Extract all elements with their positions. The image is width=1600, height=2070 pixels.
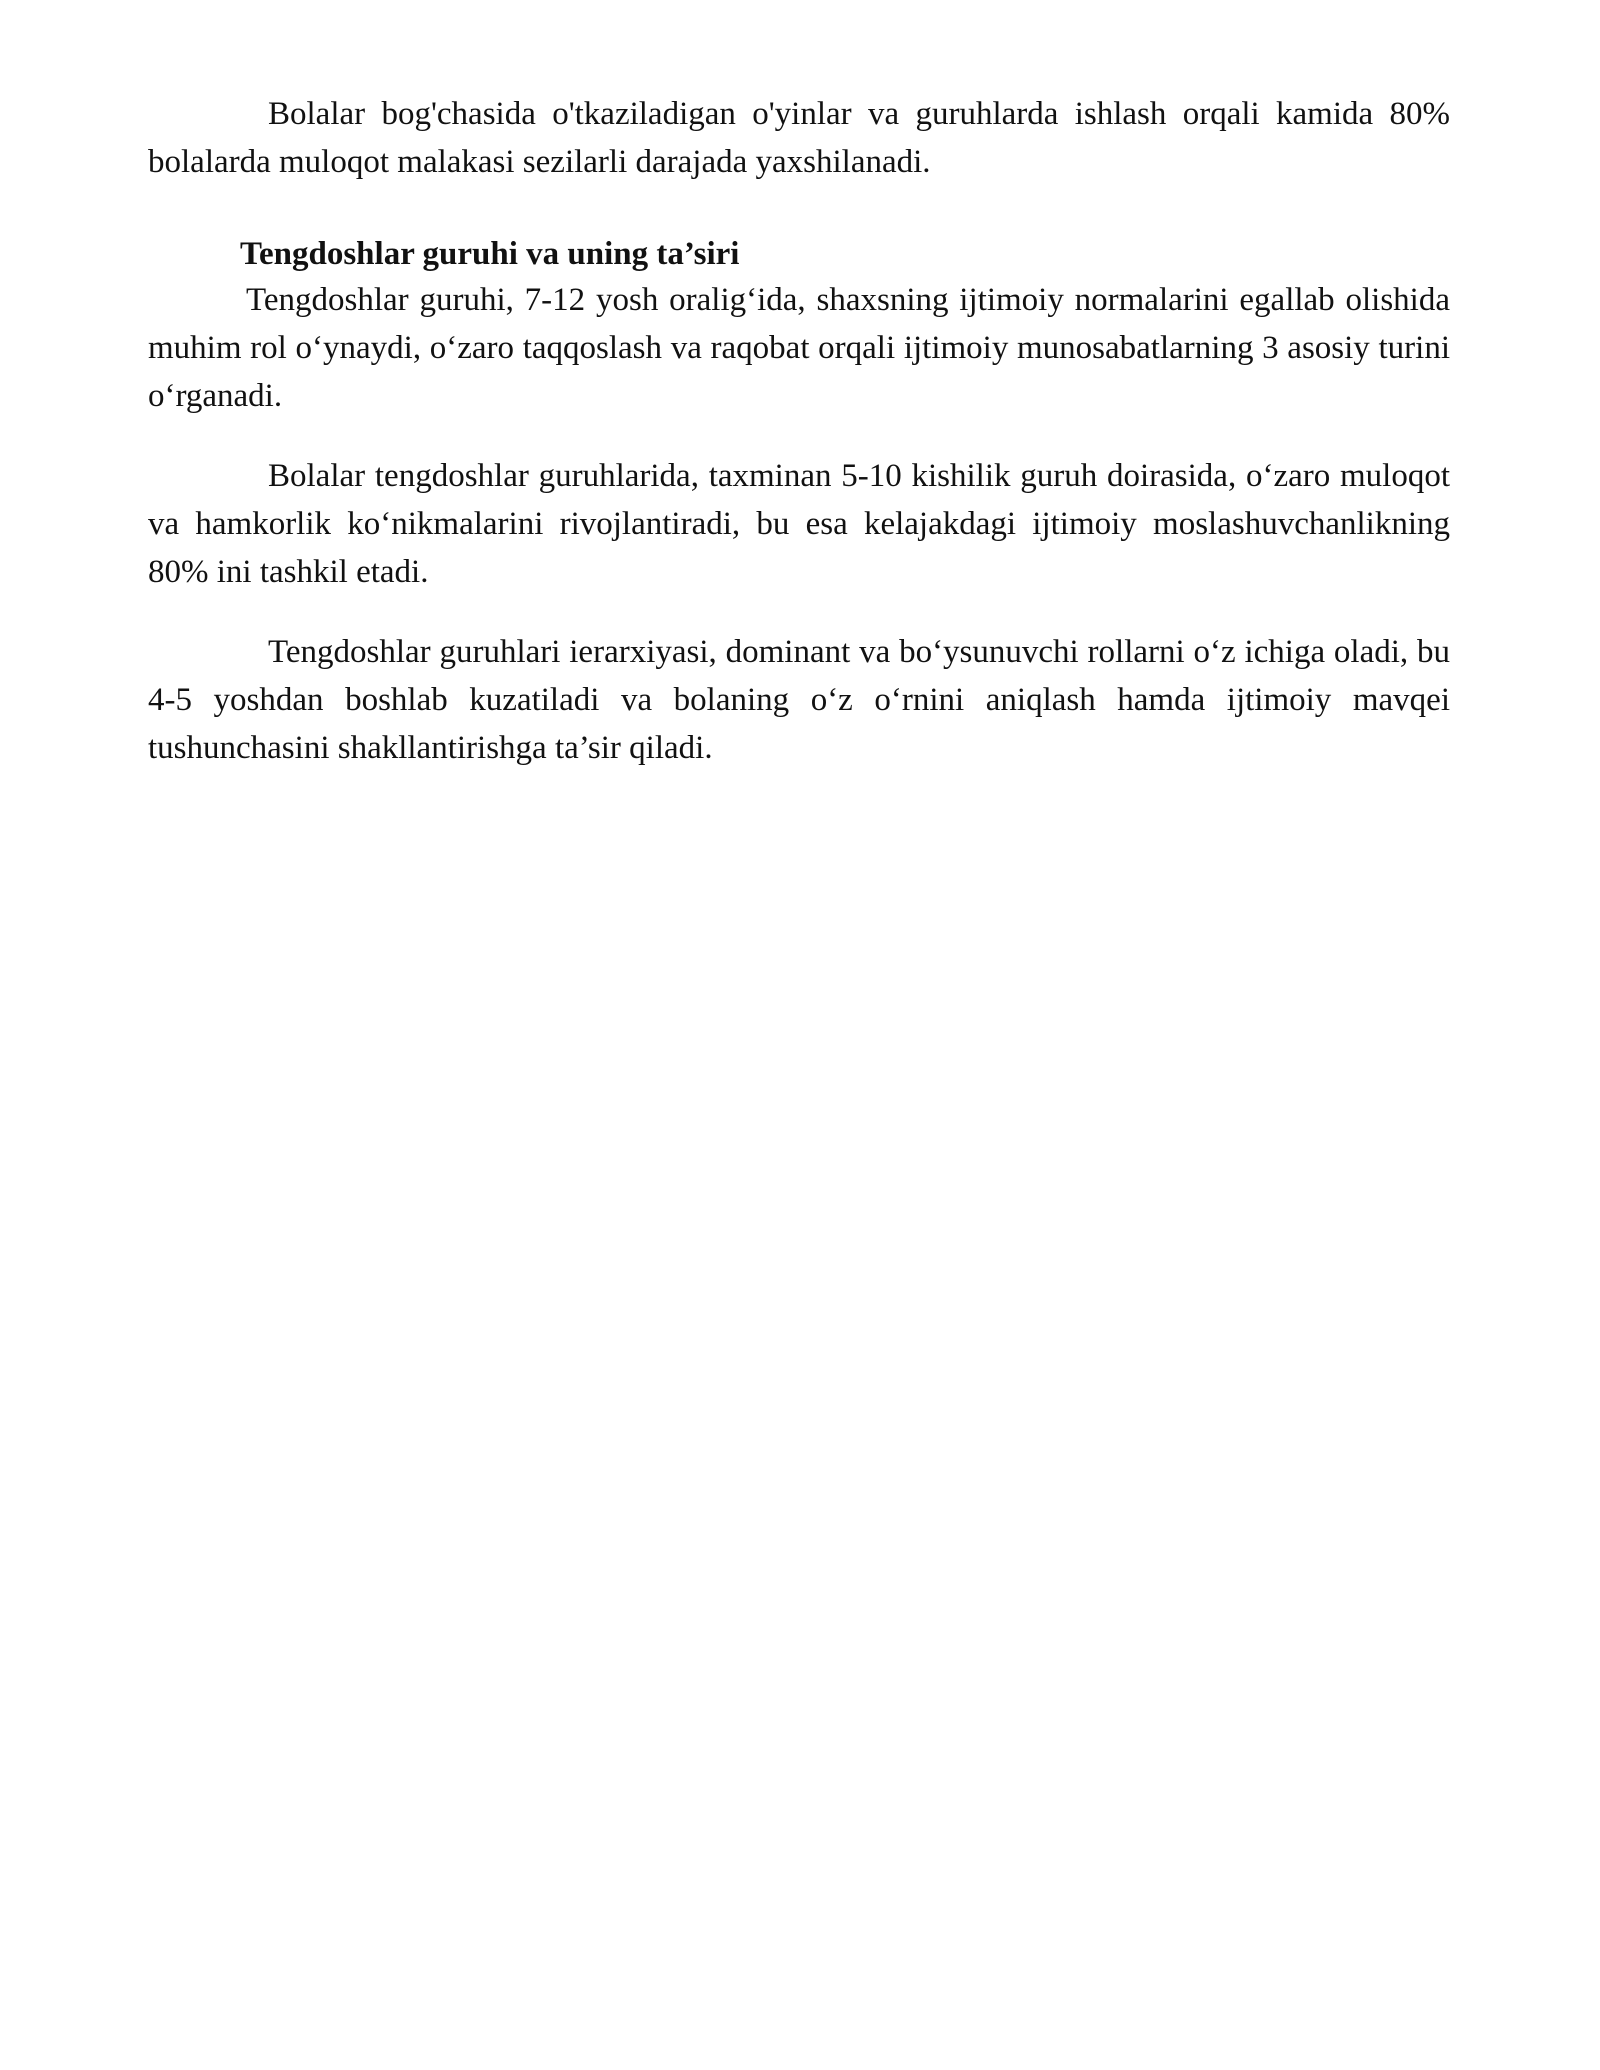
paragraph-spacer [148,420,1450,452]
paragraph-peer-group-skills: Bolalar tengdoshlar guruhlarida, taxminan 5-10 kishilik guruh doirasida, o‘zaro muloqot va hamkorlik ko‘nikmalarini rivojlantiradi, bu esa kelajakdagi ijtimoiy moslashuvchanlikning 80% ini tashkil etadi. [148,458,1450,590]
paragraph-kindergarten-games: Bolalar bog'chasida o'tkaziladigan o'yinlar va guruhlarda ishlash orqali kamida 80% bolalarda muloqot malakasi sezilarli darajada yaxshilanadi. [148,96,1450,180]
paragraph-peer-group-hierarchy: Tengdoshlar guruhlari ierarxiyasi, dominant va bo‘ysunuvchi rollarni o‘z ichiga oladi, bu 4-5 yoshdan boshlab kuzatiladi va bolaning o‘z o‘rnini aniqlash hamda ijtimoiy mavqei tushunchasini shakllantirishga ta’sir qiladi. [148,634,1450,766]
document-body [148,90,1450,772]
paragraph-peer-group-role: Tengdoshlar guruhi, 7-12 yosh oralig‘ida, shaxsning ijtimoiy normalarini egallab olishida muhim rol o‘ynaydi, o‘zaro taqqoslash va raqobat orqali ijtimoiy munosabatlarning 3 asosiy turini o‘rganadi. [148,282,1450,414]
paragraph-spacer [148,186,1450,232]
section-heading: Tengdoshlar guruhi va uning ta’siri [240,236,740,272]
paragraph-spacer [148,596,1450,628]
